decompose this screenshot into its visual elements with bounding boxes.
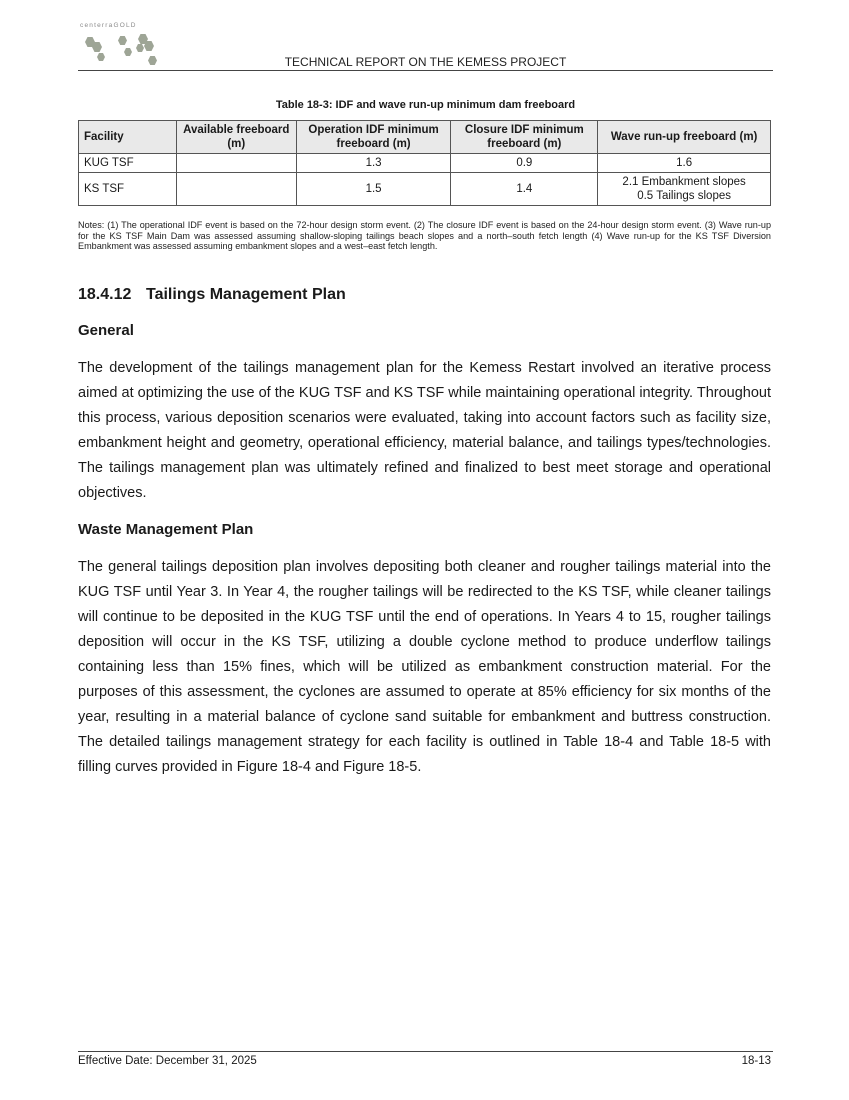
facility-cell: KS TSF bbox=[79, 173, 177, 206]
closure-idf-cell: 1.4 bbox=[451, 173, 598, 206]
logo-hex-icon bbox=[118, 36, 127, 45]
operation-idf-cell: 1.3 bbox=[296, 154, 451, 173]
table-notes: Notes: (1) The operational IDF event is based on the 72-hour design storm event. (2) The closure IDF event is based on the 24-hour design storm event. (3) Wave run-up for the KS TSF Main Dam was assessed assuming shallow-sloping tailings beach slopes and a north–south fetch length (4) Wave run-up for the KS TSF Diversion Embankment was assessed assuming embankment slopes and a west–east fetch length. bbox=[78, 220, 771, 251]
logo-hex-icon bbox=[136, 44, 144, 52]
closure-idf-cell: 0.9 bbox=[451, 154, 598, 173]
wave-runup-value: 0.5 Tailings slopes bbox=[637, 190, 731, 202]
section-title: Tailings Management Plan bbox=[146, 286, 346, 303]
waste-management-paragraph: The general tailings deposition plan involves depositing both cleaner and rougher tailings material into the KUG TSF until Year 3. In Year 4, the rougher tailings will be redirected to the KS TSF, while cleaner tailings will continue to be deposited in the KUG TSF until the end of operations. In Years 4 to 15, rougher tailings deposition will occur in the KS TSF, utilizing a double cyclone method to produce underflow tailings containing less than 15% fines, which will be utilized as embankment construction material. For the purposes of this assessment, the cyclones are assumed to operate at 85% efficiency for six months of the year, resulting in a material balance of cyclone sand suitable for embankment and buttress construction. The detailed tailings management strategy for each facility is outlined in Table 18-4 and Table 18-5 with filling curves provided in Figure 18-4 and Figure 18-5. bbox=[78, 559, 771, 775]
general-paragraph: The development of the tailings management plan for the Kemess Restart involved an iterative process aimed at optimizing the use of the KUG TSF and KS TSF while maintaining operational integrity. Throughout this process, various deposition scenarios were evaluated, taking into account factors such as facility size, embankment height and geometry, operational efficiency, material balance, and tailings types/technologies. The tailings management plan was ultimately refined and finalized to best meet storage and operational objectives. bbox=[78, 360, 771, 501]
freeboard-table bbox=[78, 120, 771, 206]
logo-wordmark: centerraGOLD bbox=[80, 22, 137, 29]
wave-runup-value: 2.1 Embankment slopes bbox=[622, 176, 746, 188]
header-rule bbox=[78, 70, 773, 71]
general-heading: General bbox=[78, 322, 134, 339]
table-header-row bbox=[79, 121, 771, 154]
table-caption: Table 18-3: IDF and wave run-up minimum dam freeboard bbox=[275, 99, 576, 111]
effective-date: Effective Date: December 31, 2025 bbox=[78, 1055, 257, 1067]
page-number: 18-13 bbox=[741, 1055, 771, 1067]
column-header: Facility bbox=[79, 121, 177, 154]
available-freeboard-cell bbox=[176, 154, 296, 173]
section-number: 18.4.12 bbox=[78, 286, 132, 303]
wave-runup-cell bbox=[598, 154, 771, 173]
wave-runup-value: 1.6 bbox=[676, 157, 693, 169]
column-header: Operation IDF minimum freeboard (m) bbox=[296, 121, 451, 154]
waste-management-heading: Waste Management Plan bbox=[78, 521, 254, 538]
section-heading bbox=[78, 286, 346, 304]
facility-cell: KUG TSF bbox=[79, 154, 177, 173]
column-header: Closure IDF minimum freeboard (m) bbox=[451, 121, 598, 154]
operation-idf-cell: 1.5 bbox=[296, 173, 451, 206]
footer-rule bbox=[78, 1051, 773, 1052]
available-freeboard-cell bbox=[176, 173, 296, 206]
table-row bbox=[79, 173, 771, 206]
column-header: Wave run-up freeboard (m) bbox=[598, 121, 771, 154]
column-header: Available freeboard (m) bbox=[176, 121, 296, 154]
wave-runup-cell bbox=[598, 173, 771, 206]
running-title: TECHNICAL REPORT ON THE KEMESS PROJECT bbox=[284, 55, 567, 69]
table-row bbox=[79, 154, 771, 173]
